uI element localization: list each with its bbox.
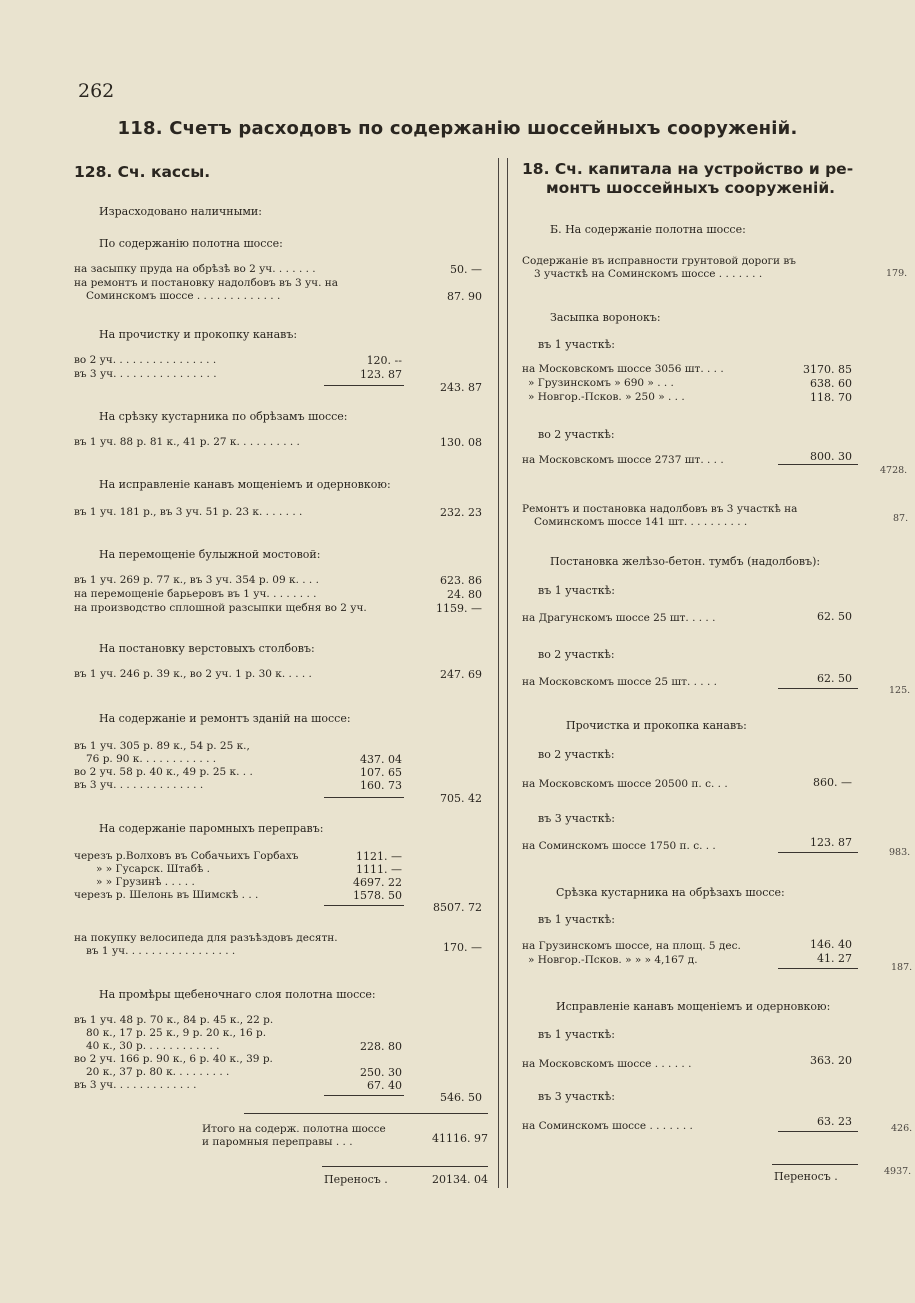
entry-text: » » Гусарск. Штабѣ . (96, 863, 211, 875)
section-label: Срѣзка кустарника на обрѣзахъ шоссе: (556, 886, 785, 899)
section-label: На промѣры щебеночнаго слоя полотна шоссе: (99, 988, 376, 1001)
entry-amount: 170. — (443, 941, 482, 954)
entry-subamount: 107. 65 (360, 766, 402, 779)
entry-text: на перемощеніе барьеровъ въ 1 уч. . . . . . . . (74, 588, 317, 600)
entry-text: 40 к., 30 р. . . . . . . . . . . . (86, 1040, 220, 1052)
sum-rule (778, 1131, 858, 1132)
district-label: въ 3 участкѣ: (538, 1090, 615, 1103)
entry-amount: 24. 80 (447, 588, 482, 601)
sum-rule (778, 688, 858, 689)
district-label: въ 1 участкѣ: (538, 1028, 615, 1041)
edge-total: 125. (889, 685, 911, 696)
entry-amount: 8507. 72 (433, 901, 482, 914)
entry-subamount: 67. 40 (367, 1079, 402, 1092)
entry-text: на Московскомъ шоссе 3056 шт. . . . (522, 363, 724, 375)
entry-amount: 87. 90 (447, 290, 482, 303)
entry-text: въ 1 уч. 88 р. 81 к., 41 р. 27 к. . . . . . . . . . (74, 436, 300, 448)
section-label: На прочистку и прокопку канавъ: (99, 328, 298, 341)
entry-text: во 2 уч. . . . . . . . . . . . . . . . (74, 354, 217, 366)
entry-amount: 146. 40 (810, 938, 852, 951)
entry-amount: 63. 23 (817, 1115, 852, 1128)
entry-amount: 50. — (450, 263, 482, 276)
entry-subamount: 160. 73 (360, 779, 402, 792)
carry-rule (772, 1164, 858, 1165)
district-label: во 2 участкѣ: (538, 748, 615, 761)
edge-total: 187. (891, 962, 913, 973)
entry-text: въ 1 уч. 269 р. 77 к., въ 3 уч. 354 р. 09 к. . . . (74, 574, 319, 586)
entry-text: въ 1 уч. . . . . . . . . . . . . . . . . (86, 945, 236, 957)
entry-subamount: 120. -- (366, 354, 402, 367)
entry-text: 76 р. 90 к. . . . . . . . . . . . (86, 753, 217, 765)
entry-text: во 2 уч. 166 р. 90 к., 6 р. 40 к., 39 р. (74, 1053, 273, 1065)
section-label: По содержанію полотна шоссе: (99, 237, 283, 250)
section-label: На срѣзку кустарника по обрѣзамъ шоссе: (99, 410, 348, 423)
entry-amount: 123. 87 (810, 836, 852, 849)
entry-amount: 118. 70 (810, 391, 852, 404)
section-label: На содержаніе паромныхъ переправъ: (99, 822, 324, 835)
total-label: Итого на содерж. полотна шоссе (202, 1123, 386, 1135)
entry-amount: 638. 60 (810, 377, 852, 390)
right-heading: 18. Сч. капитала на устройство и ре- (522, 160, 854, 178)
entry-amount: 247. 69 (440, 668, 482, 681)
entry-text: » Новгор.-Псков. » 250 » . . . (528, 391, 685, 403)
edge-total: 4728. (880, 465, 908, 476)
entry-amount: 1159. — (436, 602, 482, 615)
district-label: въ 3 участкѣ: (538, 812, 615, 825)
total-amount: 41116. 97 (432, 1132, 488, 1145)
entry-amount: 243. 87 (440, 381, 482, 394)
section-label: Постановка желѣзо-бетон. тумбъ (надолбовъ): (550, 555, 821, 568)
entry-text: въ 1 уч. 181 р., въ 3 уч. 51 р. 23 к. . . . . . . (74, 506, 303, 518)
entry-text: 20 к., 37 р. 80 к. . . . . . . . . (86, 1066, 230, 1078)
entry-text: » Новгор.-Псков. » » » 4,167 д. (528, 954, 698, 966)
entry-text: въ 3 уч. . . . . . . . . . . . . . (74, 779, 204, 791)
entry-subamount: 4697. 22 (353, 876, 402, 889)
entry-subamount: 228. 80 (360, 1040, 402, 1053)
entry-amount: 62. 50 (817, 610, 852, 623)
district-label: въ 1 участкѣ: (538, 338, 615, 351)
entry-amount: 62. 50 (817, 672, 852, 685)
entry-text: на Соминскомъ шоссе . . . . . . . (522, 1120, 693, 1132)
entry-text: въ 3 уч. . . . . . . . . . . . . (74, 1079, 197, 1091)
carry-amount: 20134. 04 (432, 1173, 488, 1186)
entry-text: на производство сплошной разсыпки щебня во 2 уч. (74, 602, 367, 614)
entry-amount: 800. 30 (810, 450, 852, 463)
section-label: Исправленіе канавъ мощеніемъ и одерновкою: (556, 1000, 831, 1013)
entry-text: Содержаніе въ исправности грунтовой дороги въ (522, 255, 796, 267)
entry-text: въ 1 уч. 48 р. 70 к., 84 р. 45 к., 22 р. (74, 1014, 274, 1026)
entry-text: 80 к., 17 р. 25 к., 9 р. 20 к., 16 р. (86, 1027, 267, 1039)
entry-text: на Грузинскомъ шоссе, на площ. 5 дес. (522, 940, 741, 952)
district-label: во 2 участкѣ: (538, 648, 615, 661)
entry-text: во 2 уч. 58 р. 40 к., 49 р. 25 к. . . (74, 766, 253, 778)
entry-subamount: 1111. — (356, 863, 402, 876)
entry-text: на Московскомъ шоссе . . . . . . (522, 1058, 692, 1070)
carry-label: Переносъ . (774, 1170, 838, 1183)
sum-rule (324, 385, 404, 386)
sum-rule (324, 905, 404, 906)
section-label: На исправленіе канавъ мощеніемъ и одерновкою: (99, 478, 391, 491)
column-divider (498, 158, 499, 1188)
edge-total: 426. (891, 1123, 913, 1134)
entry-text: на ремонтъ и постановку надолбовъ въ 3 уч. на (74, 277, 339, 289)
carry-label: Переносъ . (324, 1173, 388, 1186)
entry-text: въ 1 уч. 305 р. 89 к., 54 р. 25 к., (74, 740, 250, 752)
district-label: въ 1 участкѣ: (538, 584, 615, 597)
edge-total: 983. (889, 847, 911, 858)
page-title: 118. Счетъ расходовъ по содержанію шоссейныхъ сооруженій. (117, 118, 798, 139)
total-label: и паромныя переправы . . . (202, 1136, 353, 1148)
entry-amount: 41. 27 (817, 952, 852, 965)
entry-amount: 3170. 85 (803, 363, 852, 376)
district-label: въ 1 участкѣ: (538, 913, 615, 926)
right-heading: монтъ шоссейныхъ сооруженій. (546, 179, 836, 197)
edge-total: 179. (886, 268, 908, 279)
entry-subamount: 1121. — (356, 850, 402, 863)
entry-text: черезъ р.Волховъ въ Собачьихъ Горбахъ (74, 850, 299, 862)
entry-text: » Грузинскомъ » 690 » . . . (528, 377, 674, 389)
section-label: Израсходовано наличными: (99, 205, 262, 218)
entry-subamount: 250. 30 (360, 1066, 402, 1079)
page-number: 262 (78, 80, 115, 102)
entry-text: на засыпку пруда на обрѣзѣ во 2 уч. . . . . . . (74, 263, 316, 275)
entry-text: » » Грузинѣ . . . . . (96, 876, 195, 888)
sum-rule (778, 852, 858, 853)
section-label: Прочистка и прокопка канавъ: (566, 719, 747, 732)
entry-text: Соминскомъ шоссе . . . . . . . . . . . . . (86, 290, 281, 302)
sum-rule (778, 464, 858, 465)
edge-total: 87. (893, 513, 909, 524)
entry-text: Соминскомъ шоссе 141 шт. . . . . . . . . . (534, 516, 748, 528)
entry-text: Ремонтъ и постановка надолбовъ въ 3 участкѣ на (522, 503, 798, 515)
sum-rule (778, 968, 858, 969)
entry-text: на Московскомъ шоссе 25 шт. . . . . (522, 676, 717, 688)
entry-text: въ 1 уч. 246 р. 39 к., во 2 уч. 1 р. 30 к. . . . . (74, 668, 312, 680)
section-label: На перемощеніе булыжной мостовой: (99, 548, 321, 561)
entry-text: въ 3 уч. . . . . . . . . . . . . . . . (74, 368, 217, 380)
entry-text: на Московскомъ шоссе 2737 шт. . . . (522, 454, 724, 466)
district-label: во 2 участкѣ: (538, 428, 615, 441)
entry-amount: 705. 42 (440, 792, 482, 805)
sum-rule (324, 1095, 404, 1096)
entry-amount: 130. 08 (440, 436, 482, 449)
edge-total: 4937. (884, 1166, 912, 1177)
entry-amount: 860. — (813, 776, 852, 789)
entry-text: на покупку велосипеда для разъѣздовъ десятн. (74, 932, 338, 944)
entry-amount: 623. 86 (440, 574, 482, 587)
section-label: Засыпка воронокъ: (550, 311, 661, 324)
entry-amount: 546. 50 (440, 1091, 482, 1104)
entry-text: черезъ р. Шелонь въ Шимскѣ . . . (74, 889, 259, 901)
entry-text: 3 участкѣ на Соминскомъ шоссе . . . . . . . (534, 268, 763, 280)
entry-amount: 232. 23 (440, 506, 482, 519)
left-heading: 128. Сч. кассы. (74, 163, 211, 181)
entry-text: на Соминскомъ шоссе 1750 п. с. . . (522, 840, 716, 852)
entry-text: на Московскомъ шоссе 20500 п. с. . . (522, 778, 728, 790)
sum-rule (324, 797, 404, 798)
entry-subamount: 123. 87 (360, 368, 402, 381)
entry-amount: 363. 20 (810, 1054, 852, 1067)
entry-subamount: 1578. 50 (353, 889, 402, 902)
entry-subamount: 437. 04 (360, 753, 402, 766)
total-rule (244, 1113, 488, 1114)
column-divider (507, 158, 508, 1188)
entry-text: на Драгунскомъ шоссе 25 шт. . . . . (522, 612, 716, 624)
carry-rule (322, 1166, 488, 1167)
section-label: На постановку верстовыхъ столбовъ: (99, 642, 315, 655)
section-label: Б. На содержаніе полотна шоссе: (550, 223, 746, 236)
section-label: На содержаніе и ремонтъ зданій на шоссе: (99, 712, 351, 725)
